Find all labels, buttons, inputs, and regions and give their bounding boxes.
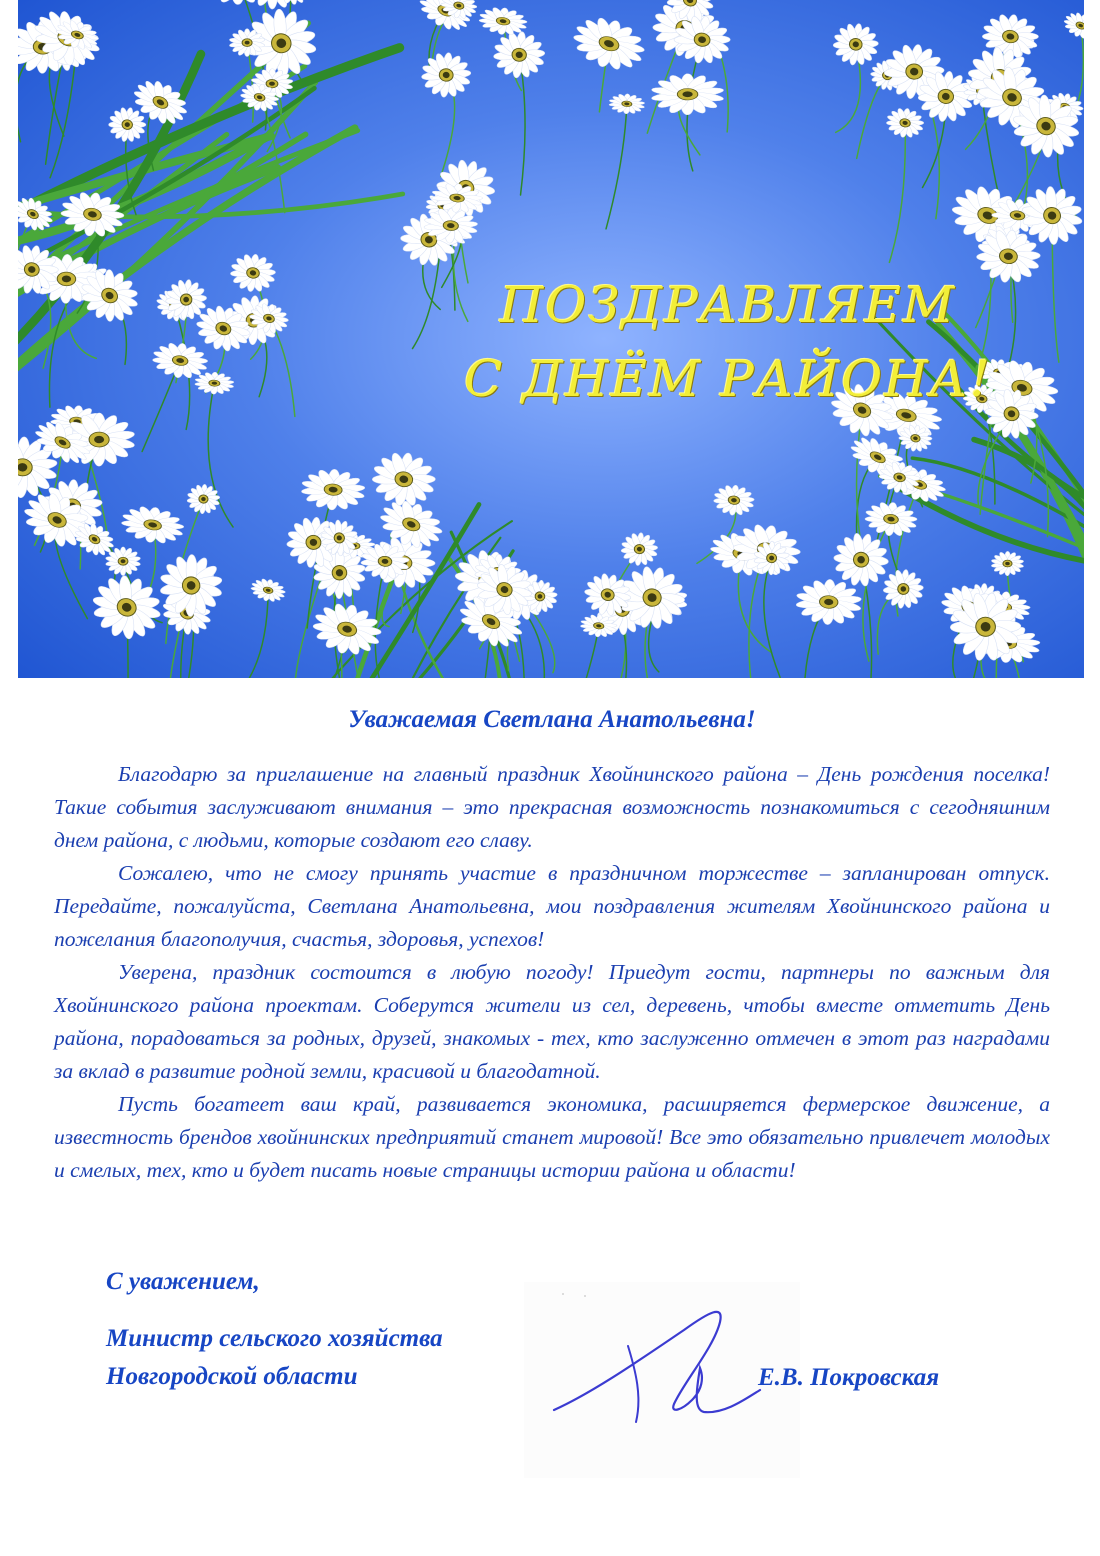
signer-position-line1: Министр сельского хозяйства [106,1325,443,1352]
signer-position-line2: Новгородской области [106,1363,358,1390]
salutation: Уважаемая Светлана Анатольевна! [348,706,756,733]
letter-paragraph-2: Сожалею, что не смогу принять участие в праздничном торжестве – запланирован отпуск. Передайте, пожалуйста, Светлана Анатольевна, мои поздравления жителям Хвойнинского района и пожелания благополучия, счастья, здоровья, успехов! [54,861,1050,951]
closing-phrase: С уважением, [106,1268,260,1295]
letter-body [54,700,1050,1187]
banner-title [448,268,1008,416]
signer-position [106,1320,443,1396]
greeting-banner [18,0,1084,678]
banner-title-line1: ПОЗДРАВЛЯЕМ [499,276,957,334]
banner-title-line2: С ДНЁМ РАЙОНА! [464,350,992,408]
letter-paragraph-4: Пусть богатеет ваш край, развивается экономика, расширяется фермерское движение, а известность брендов хвойнинских предприятий станет мировой! Все это обязательно привлечет молодых и смелых, тех, кто и будет писать новые страницы истории района и области! [54,1092,1050,1182]
signer-name: Е.В. Покровская [758,1364,940,1391]
letter-paragraph-3: Уверена, праздник состоится в любую погоду! Приедут гости, партнеры по важным для Хвойнинского района проектам. Соберутся жители из сел, деревень, чтобы вместе отметить День района, порадоваться за родных, друзей, знакомых - тех, кто заслуженно отмечен в этот раз наградами за вклад в развитие родной земли, красивой и благодатной. [54,960,1050,1083]
letter-paragraph-1: Благодарю за приглашение на главный праздник Хвойнинского района – День рождения поселка! Такие события заслуживают внимания – это прекрасная возможность познакомиться с сегодняшним днем района, с людьми, которые создают его славу. [54,762,1050,852]
